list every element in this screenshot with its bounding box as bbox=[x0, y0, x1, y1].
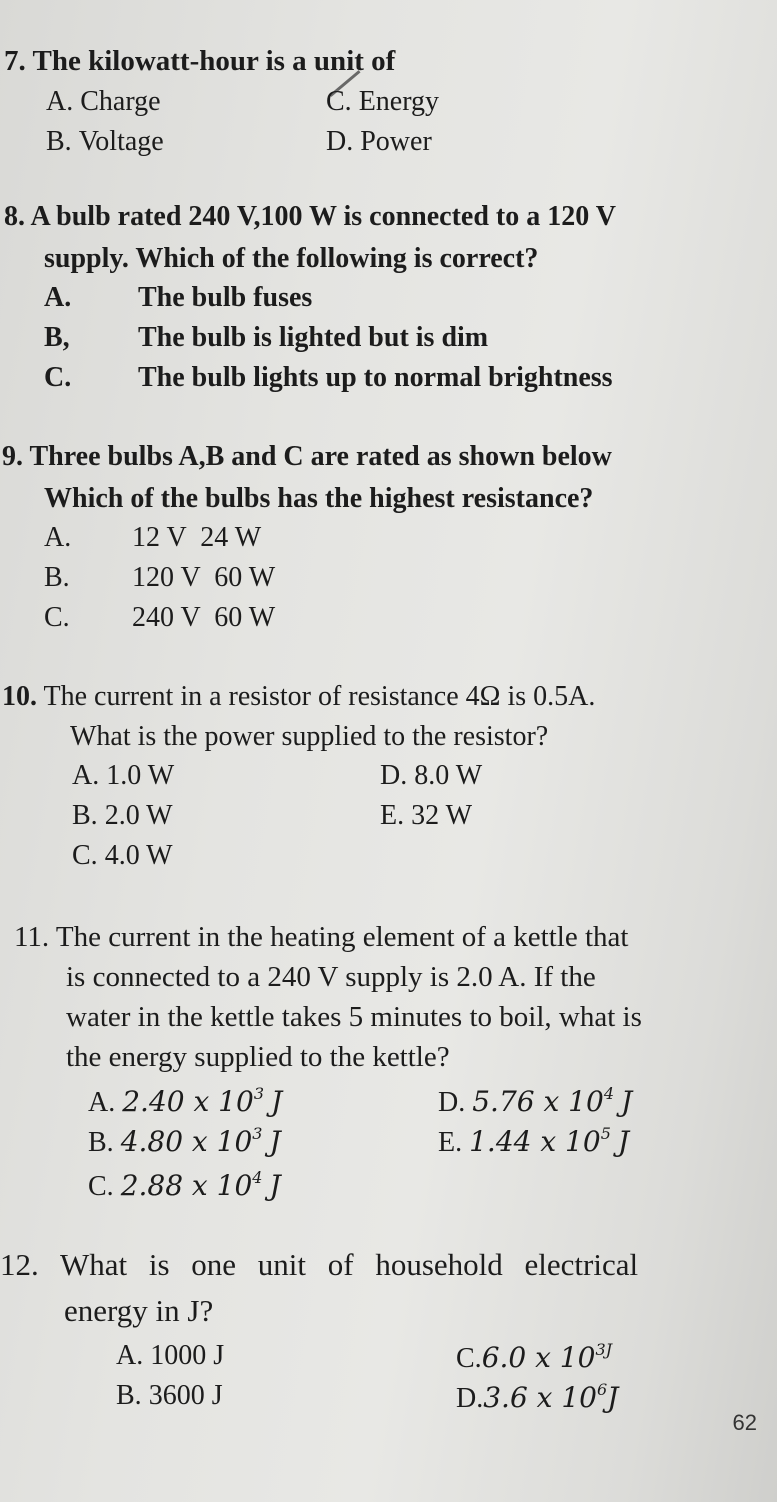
option-text: 32 W bbox=[411, 800, 473, 831]
option-text: 4.0 W bbox=[104, 840, 173, 871]
option-letter: D. bbox=[438, 1087, 466, 1118]
option-mantissa: 3.6 x 10 bbox=[483, 1381, 597, 1414]
stem-line: What is one unit of household electrical bbox=[59, 1247, 639, 1282]
option-letter: D. bbox=[326, 126, 354, 157]
option-a bbox=[46, 86, 161, 118]
option-e bbox=[438, 1124, 629, 1159]
question-stem bbox=[14, 916, 628, 958]
stem-line-text: energy in J? bbox=[64, 1293, 214, 1328]
option-letter: A. bbox=[44, 522, 72, 553]
stem-line: The kilowatt-hour is a unit of bbox=[32, 45, 396, 77]
option-b bbox=[72, 800, 173, 832]
option-letter: E. bbox=[438, 1127, 463, 1158]
option-letter: A. bbox=[44, 282, 72, 313]
option-unit: J bbox=[605, 1340, 613, 1359]
option-unit: J bbox=[271, 1085, 283, 1118]
question-number: 9. bbox=[2, 441, 23, 472]
option-letter: A. bbox=[72, 760, 100, 791]
option-text: 240 V 60 W bbox=[132, 602, 276, 633]
option-letter: C. bbox=[44, 602, 70, 633]
question-number: 10. bbox=[2, 681, 37, 712]
stem-line: Three bulbs A,B and C are rated as shown below bbox=[29, 441, 612, 472]
option-letter: D. bbox=[380, 760, 408, 791]
question-number: 12. bbox=[0, 1247, 39, 1282]
option-b bbox=[46, 126, 164, 158]
stem-line bbox=[66, 1036, 450, 1078]
option-text: 8.0 W bbox=[414, 760, 483, 791]
option-letter: B. bbox=[46, 126, 72, 157]
option-a bbox=[44, 522, 261, 554]
option-exponent: 3 bbox=[253, 1084, 264, 1103]
option-text: 1.0 W bbox=[106, 760, 175, 791]
option-exponent: 6 bbox=[596, 1380, 608, 1399]
option-text: 12 V 24 W bbox=[132, 522, 262, 553]
option-b bbox=[44, 562, 275, 594]
option-text: Energy bbox=[358, 86, 440, 117]
question-stem bbox=[4, 40, 395, 82]
option-letter: B. bbox=[72, 800, 98, 831]
option-unit: J bbox=[607, 1381, 619, 1414]
question-stem bbox=[2, 436, 612, 478]
option-e bbox=[380, 800, 472, 832]
stem-line bbox=[44, 478, 593, 520]
stem-line bbox=[44, 238, 538, 280]
option-d bbox=[438, 1084, 632, 1119]
stem-line-text: the energy supplied to the kettle? bbox=[66, 1041, 450, 1073]
stem-line: The current in a resistor of resistance 4Ω is 0.5A. bbox=[43, 681, 596, 712]
option-unit: J bbox=[269, 1169, 281, 1202]
option-letter: A. bbox=[88, 1087, 116, 1118]
option-text: Voltage bbox=[78, 126, 164, 157]
question-number: 8. bbox=[4, 201, 25, 232]
stem-line bbox=[66, 956, 596, 998]
option-b bbox=[44, 322, 488, 354]
option-letter: A. bbox=[116, 1340, 144, 1371]
option-unit: J bbox=[269, 1125, 281, 1158]
option-letter: C. bbox=[456, 1343, 482, 1374]
question-stem bbox=[2, 676, 595, 718]
option-d bbox=[456, 1380, 618, 1415]
stem-line-text: What is the power supplied to the resistor? bbox=[70, 721, 549, 752]
stem-line-text: is connected to a 240 V supply is 2.0 A. If the bbox=[66, 961, 596, 993]
question-stem bbox=[4, 196, 616, 238]
option-text: 2.0 W bbox=[104, 800, 173, 831]
option-text: The bulb fuses bbox=[138, 282, 313, 313]
option-text: 1000 J bbox=[150, 1340, 225, 1371]
option-a bbox=[72, 760, 174, 792]
option-letter: B. bbox=[116, 1380, 142, 1411]
option-text: The bulb lights up to normal brightness bbox=[138, 362, 613, 393]
option-unit: J bbox=[621, 1085, 633, 1118]
option-c bbox=[326, 86, 439, 118]
question-number: 7. bbox=[4, 45, 26, 77]
stem-line bbox=[64, 1290, 213, 1332]
option-exponent: 4 bbox=[252, 1168, 263, 1187]
option-d bbox=[380, 760, 482, 792]
option-mantissa: 4.80 x 10 bbox=[120, 1125, 253, 1158]
option-mantissa: 1.44 x 10 bbox=[469, 1125, 601, 1158]
option-exponent: 5 bbox=[600, 1124, 611, 1143]
option-c bbox=[456, 1340, 612, 1375]
option-letter: C. bbox=[72, 840, 98, 871]
stem-line: A bulb rated 240 V,100 W is connected to a 120 V bbox=[30, 201, 616, 232]
page-number: 62 bbox=[732, 1410, 757, 1435]
option-a bbox=[116, 1340, 224, 1372]
option-exponent: 4 bbox=[603, 1084, 614, 1103]
option-exponent: 3 bbox=[595, 1340, 606, 1359]
option-c bbox=[44, 362, 613, 394]
option-letter: A. bbox=[46, 86, 74, 117]
option-mantissa: 6.0 x 10 bbox=[481, 1341, 596, 1374]
question-number: 11. bbox=[14, 921, 50, 953]
option-letter: D. bbox=[456, 1383, 484, 1414]
question-stem bbox=[0, 1244, 638, 1286]
option-b bbox=[116, 1380, 223, 1412]
option-letter: B. bbox=[88, 1127, 114, 1158]
option-letter: E. bbox=[380, 800, 405, 831]
option-d bbox=[326, 126, 432, 158]
option-c bbox=[44, 602, 275, 634]
stem-line-text: water in the kettle takes 5 minutes to boil, what is bbox=[66, 1001, 642, 1033]
option-unit: J bbox=[617, 1125, 630, 1158]
option-letter: C. bbox=[326, 86, 352, 117]
stem-line-text: Which of the bulbs has the highest resistance? bbox=[44, 483, 594, 514]
option-text: 120 V 60 W bbox=[132, 562, 276, 593]
option-c bbox=[88, 1168, 281, 1203]
option-b bbox=[88, 1124, 281, 1159]
option-text: Power bbox=[360, 126, 432, 157]
option-mantissa: 2.40 x 10 bbox=[122, 1085, 254, 1118]
option-letter: B, bbox=[44, 322, 70, 353]
stem-line-text: supply. Which of the following is correct? bbox=[44, 243, 539, 274]
option-letter: B. bbox=[44, 562, 70, 593]
option-a bbox=[88, 1084, 282, 1119]
option-mantissa: 2.88 x 10 bbox=[120, 1169, 253, 1202]
option-letter: C. bbox=[88, 1171, 114, 1202]
stem-line bbox=[66, 996, 642, 1038]
option-c bbox=[72, 840, 173, 872]
option-exponent: 3 bbox=[252, 1124, 263, 1143]
option-mantissa: 5.76 x 10 bbox=[472, 1085, 604, 1118]
option-letter: C. bbox=[44, 362, 72, 393]
option-text: The bulb is lighted but is dim bbox=[138, 322, 489, 353]
stem-line: The current in the heating element of a kettle that bbox=[55, 921, 629, 953]
stem-line bbox=[70, 716, 548, 758]
option-a bbox=[44, 282, 312, 314]
option-text: Charge bbox=[80, 86, 161, 117]
option-text: 3600 J bbox=[148, 1380, 223, 1411]
